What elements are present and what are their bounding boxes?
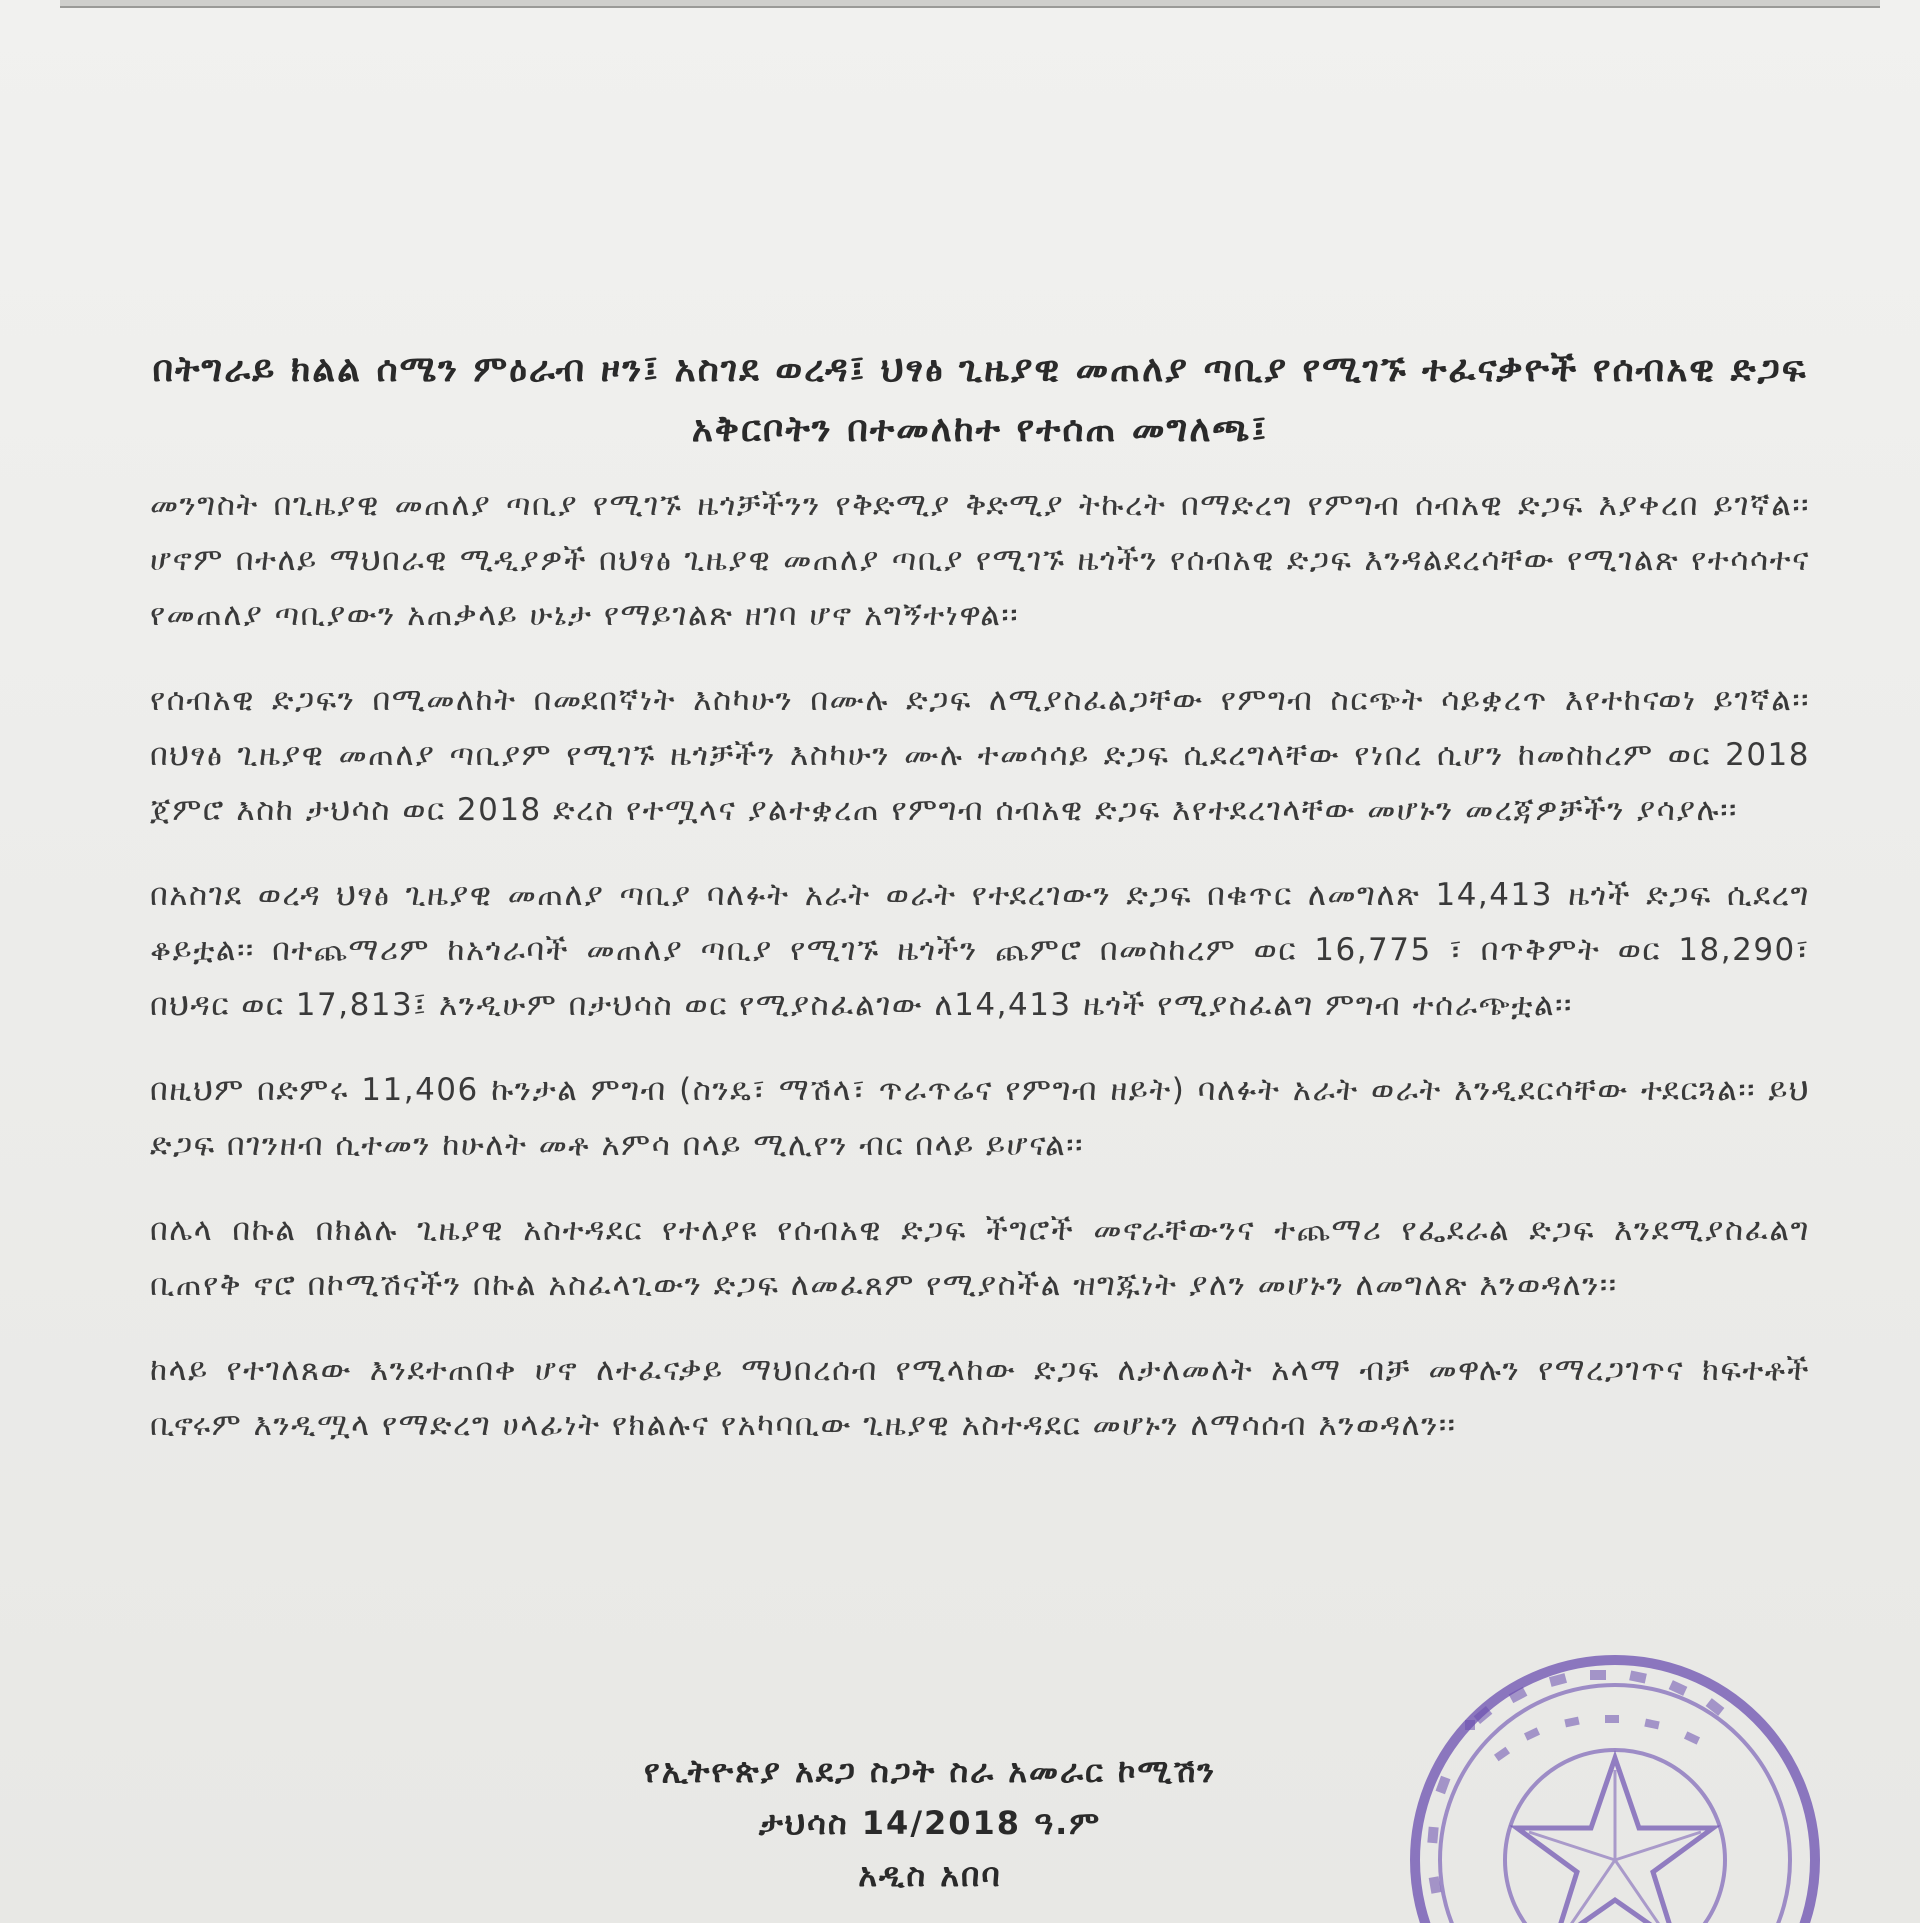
signature-organization: የኢትዮጵያ አደጋ ስጋት ስራ አመራር ኮሚሽን: [643, 1752, 1217, 1790]
document-body: [150, 478, 1810, 1483]
paragraph-5: በሌላ በኩል በክልሉ ጊዜያዊ አስተዳደር የተለያዩ የሰብአዊ ድጋፍ ችግሮች መኖራቸውንና ተጨማሪ የፌደራል ድጋፍ እንደሚያስፈልግ ቢጠየቅ ኖሮ በኮሚሽናችን በኩል አስፈላጊውን ድጋፍ ለመፈጸም የሚያስችል ዝግጁነት ያለን መሆኑን ለመግለጽ እንወዳለን፡፡: [150, 1212, 1810, 1303]
paragraph-1: መንግስት በጊዜያዊ መጠለያ ጣቢያ የሚገኙ ዜጎቻችንን የቅድሚያ ቅድሚያ ትኩረት በማድረግ የምግብ ሰብአዊ ድጋፍ እያቀረበ ይገኛል፡፡ ሆኖም በተለይ ማህበራዊ ሚዲያዎች በህፃፅ ጊዜያዊ መጠለያ ጣቢያ የሚገኙ ዜጎችን የሰብአዊ ድጋፍ እንዳልደረሳቸው የሚገልጽ የተሳሳተና የመጠለያ ጣቢያውን አጠቃላይ ሁኔታ የማይገልጽ ዘገባ ሆኖ አግኝተነዋል፡፡: [150, 487, 1810, 633]
signature-date: ታህሳስ 14/2018 ዓ.ም: [758, 1804, 1102, 1842]
signature-block: [530, 1745, 1330, 1901]
paragraph-6: ከላይ የተገለጸው እንደተጠበቀ ሆኖ ለተፈናቃይ ማህበረሰብ የሚላከው ድጋፍ ለታለመለት አላማ ብቻ መዋሉን የማረጋገጥና ክፍተቶች ቢኖሩም እንዲሟላ የማድረግ ሀላፊነት የክልሉና የአካባቢው ጊዜያዊ አስተዳደር መሆኑን ለማሳሰብ እንወዳለን፡፡: [150, 1352, 1810, 1443]
paragraph-3: በአስገደ ወረዳ ህፃፅ ጊዜያዊ መጠለያ ጣቢያ ባለፉት አራት ወራት የተደረገውን ድጋፍ በቁጥር ለመግለጽ 14,413 ዜጎች ድጋፍ ሲደረግ ቆይቷል፡፡ በተጨማሪም ከአጎራባች መጠለያ ጣቢያ የሚገኙ ዜጎችን ጨምሮ በመስከረም ወር 16,775 ፣ በጥቅምት ወር 18,290፣ በህዳር ወር 17,813፤ እንዲሁም በታህሳስ ወር የሚያስፈልገው ለ14,413 ዜጎች የሚያስፈልግ ምግብ ተሰራጭቷል፡፡: [150, 877, 1810, 1023]
official-seal-icon: [1405, 1650, 1825, 1923]
paragraph-4: በዚህም በድምሩ 11,406 ኩንታል ምግብ (ስንዴ፣ ማሽላ፣ ጥራጥሬና የምግብ ዘይት) ባለፉት አራት ወራት እንዲደርሳቸው ተደርጓል፡፡ ይህ ድጋፍ በገንዘብ ሲተመን ከሁለት መቶ አምሳ በላይ ሚሊየን ብር በላይ ይሆናል፡፡: [150, 1072, 1810, 1163]
paragraph-2: የሰብአዊ ድጋፍን በሚመለከት በመደበኛነት እስካሁን በሙሉ ድጋፍ ለሚያስፈልጋቸው የምግብ ስርጭት ሳይቋረጥ እየተከናወነ ይገኛል፡፡ በህፃፅ ጊዜያዊ መጠለያ ጣቢያም የሚገኙ ዜጎቻችን እስካሁን ሙሉ ተመሳሳይ ድጋፍ ሲደረግላቸው የነበረ ሲሆን ከመስከረም ወር 2018 ጀምሮ እስከ ታህሳስ ወር 2018 ድረስ የተሟላና ያልተቋረጠ የምግብ ሰብአዊ ድጋፍ እየተደረገላቸው መሆኑን መረጃዎቻችን ያሳያሉ፡፡: [150, 682, 1810, 828]
page-top-edge: [60, 0, 1880, 8]
document-title: በትግራይ ክልል ሰሜን ምዕራብ ዞን፤ አስገደ ወረዳ፤ ህፃፅ ጊዜያዊ መጠለያ ጣቢያ የሚገኙ ተፈናቃዮች የሰብአዊ ድጋፍ አቅርቦትን በተመለከተ የተሰጠ መግለጫ፤: [152, 349, 1808, 450]
signature-city: አዲስ አበባ: [858, 1856, 1002, 1894]
